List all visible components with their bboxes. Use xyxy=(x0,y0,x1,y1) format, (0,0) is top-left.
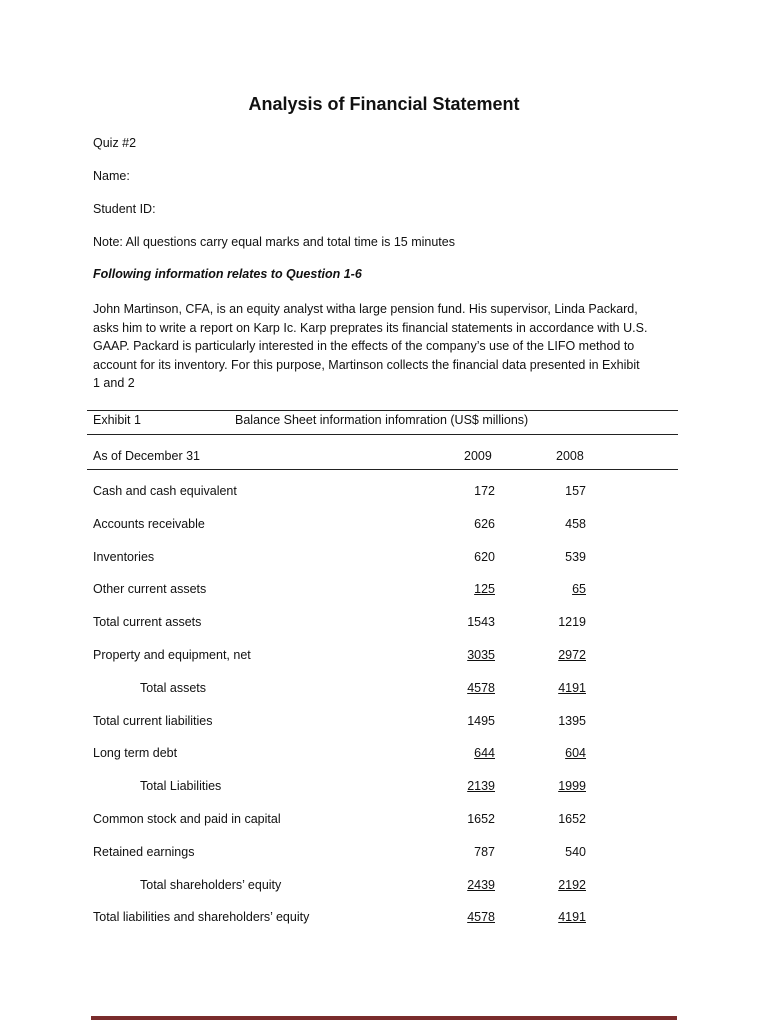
value-2008: 539 xyxy=(565,550,586,564)
exhibit-label: Exhibit 1 xyxy=(93,413,141,427)
paragraph-line: account for its inventory. For this purpose, Martinson collects the financial data presented in Exhibit xyxy=(93,357,640,372)
intro-paragraph xyxy=(93,300,677,393)
value-2008: 4191 xyxy=(558,681,586,695)
value-2009: 787 xyxy=(474,845,495,859)
value-2009: 620 xyxy=(474,550,495,564)
row-label: Total current liabilities xyxy=(93,714,213,728)
value-2008: 604 xyxy=(565,746,586,760)
table-row xyxy=(0,648,768,668)
value-2009: 1652 xyxy=(467,812,495,826)
table-row xyxy=(0,615,768,635)
row-label: Other current assets xyxy=(93,582,207,596)
value-2009: 125 xyxy=(474,582,495,596)
value-2009: 4578 xyxy=(467,910,495,924)
paragraph-line: John Martinson, CFA, is an equity analyst witha large pension fund. His supervisor, Linda Packard, xyxy=(93,302,638,316)
value-2008: 540 xyxy=(565,845,586,859)
table-row xyxy=(0,517,768,537)
row-label: Total Liabilities xyxy=(140,779,222,793)
value-2009: 172 xyxy=(474,484,495,498)
paragraph-line: GAAP. Packard is particularly interested in the effects of the company’s use of the LIFO method to xyxy=(93,339,635,353)
table-row xyxy=(0,779,768,799)
row-label: Inventories xyxy=(93,550,155,564)
table-row xyxy=(0,878,768,898)
row-label: Retained earnings xyxy=(93,845,195,859)
row-label: Total current assets xyxy=(93,615,202,629)
header-rule xyxy=(87,469,678,470)
exhibit-title-rule xyxy=(87,434,678,435)
table-row xyxy=(0,812,768,832)
value-2009: 626 xyxy=(474,517,495,531)
row-label: Total assets xyxy=(140,681,207,695)
info-heading: Following information relates to Question 1-6 xyxy=(93,267,362,281)
table-row xyxy=(0,910,768,930)
column-header-2009: 2009 xyxy=(464,449,492,463)
row-label: Common stock and paid in capital xyxy=(93,812,281,826)
value-2009: 3035 xyxy=(467,648,495,662)
value-2009: 4578 xyxy=(467,681,495,695)
value-2009: 1495 xyxy=(467,714,495,728)
table-row xyxy=(0,484,768,504)
document-title: Analysis of Financial Statement xyxy=(248,94,520,114)
row-label: Property and equipment, net xyxy=(93,648,251,662)
value-2009: 1543 xyxy=(467,615,495,629)
table-row xyxy=(0,845,768,865)
value-2008: 157 xyxy=(565,484,586,498)
value-2008: 1395 xyxy=(558,714,586,728)
row-label: Cash and cash equivalent xyxy=(93,484,237,498)
value-2009: 2439 xyxy=(467,878,495,892)
table-row xyxy=(0,746,768,766)
student-id-label: Student ID: xyxy=(93,202,156,216)
footer-bar xyxy=(91,1016,677,1020)
table-row xyxy=(0,582,768,602)
row-label: Total liabilities and shareholders’ equity xyxy=(93,910,310,924)
paragraph-line: asks him to write a report on Karp Ic. Karp preprates its financial statements in accordance with U.S. xyxy=(93,320,648,335)
table-row xyxy=(0,550,768,570)
value-2008: 4191 xyxy=(558,910,586,924)
date-header: As of December 31 xyxy=(93,449,200,463)
note-text: Note: All questions carry equal marks and total time is 15 minutes xyxy=(93,235,455,249)
value-2008: 65 xyxy=(572,582,586,596)
value-2008: 1652 xyxy=(558,812,586,826)
value-2008: 1999 xyxy=(558,779,586,793)
quiz-label: Quiz #2 xyxy=(93,136,137,150)
value-2008: 2192 xyxy=(558,878,586,892)
value-2008: 2972 xyxy=(558,648,586,662)
value-2008: 1219 xyxy=(558,615,586,629)
name-label: Name: xyxy=(93,169,130,183)
row-label: Accounts receivable xyxy=(93,517,205,531)
paragraph-line: 1 and 2 xyxy=(93,376,135,390)
table-row xyxy=(0,714,768,734)
exhibit-title: Balance Sheet information infomration (US$ millions) xyxy=(235,413,529,427)
value-2009: 2139 xyxy=(467,779,495,793)
column-header-2008: 2008 xyxy=(556,449,584,463)
table-row xyxy=(0,681,768,701)
value-2008: 458 xyxy=(565,517,586,531)
row-label: Total shareholders’ equity xyxy=(140,878,282,892)
value-2009: 644 xyxy=(474,746,495,760)
exhibit-top-rule xyxy=(87,410,678,411)
row-label: Long term debt xyxy=(93,746,178,760)
